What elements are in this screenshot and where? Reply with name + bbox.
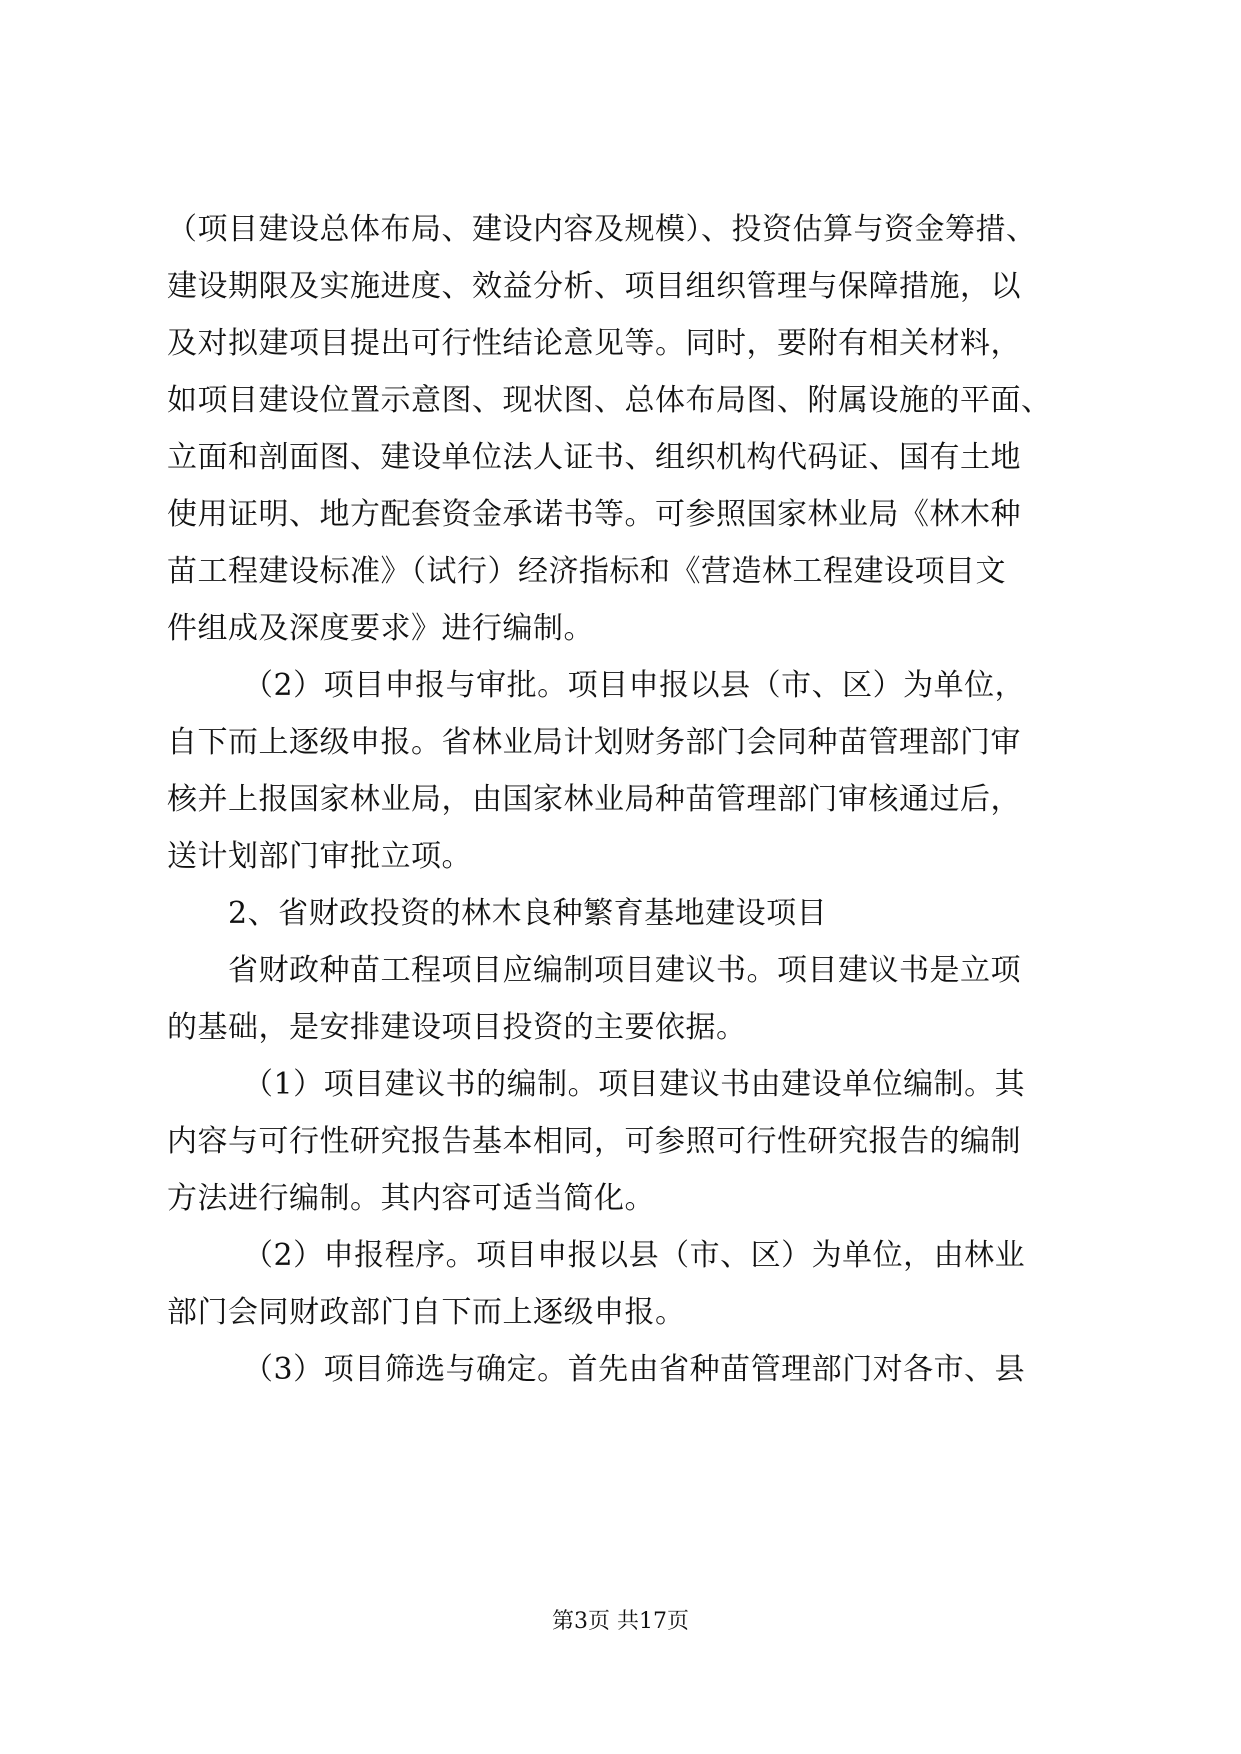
- text-line: 方法进行编制。其内容可适当简化。: [167, 1181, 655, 1216]
- paragraph-first-line: （2）申报程序。项目申报以县（市、区）为单位，由林业: [243, 1238, 1026, 1273]
- section-heading: 2、省财政投资的林木良种繁育基地建设项目: [228, 896, 828, 931]
- text-line: 及对拟建项目提出可行性结论意见等。同时，要附有相关材料，: [167, 326, 1021, 361]
- text-line: 苗工程建设标准》（试行）经济指标和《营造林工程建设项目文: [167, 554, 1006, 589]
- text-line: 部门会同财政部门自下而上逐级申报。: [167, 1295, 686, 1330]
- paragraph-first-line: （2）项目申报与审批。项目申报以县（市、区）为单位，: [243, 668, 1026, 703]
- text-line: 的基础，是安排建设项目投资的主要依据。: [167, 1010, 747, 1045]
- text-line: 立面和剖面图、建设单位法人证书、组织机构代码证、国有土地: [167, 440, 1021, 475]
- paragraph-first-line: （3）项目筛选与确定。首先由省种苗管理部门对各市、县: [243, 1352, 1026, 1387]
- text-line: 核并上报国家林业局，由国家林业局种苗管理部门审核通过后，: [167, 782, 1021, 817]
- text-line: 自下而上逐级申报。省林业局计划财务部门会同种苗管理部门审: [167, 725, 1021, 760]
- text-line: 如项目建设位置示意图、现状图、总体布局图、附属设施的平面、: [167, 383, 1052, 418]
- text-line: 使用证明、地方配套资金承诺书等。可参照国家林业局《林木种: [167, 497, 1021, 532]
- paragraph-first-line: （1）项目建议书的编制。项目建议书由建设单位编制。其: [243, 1067, 1026, 1102]
- text-line: （项目建设总体布局、建设内容及规模）、投资估算与资金筹措、: [167, 212, 1037, 247]
- paragraph-first-line: 省财政种苗工程项目应编制项目建议书。项目建议书是立项: [228, 953, 1021, 988]
- text-line: 送计划部门审批立项。: [167, 839, 472, 874]
- page-number-footer: 第3页 共17页: [552, 1609, 689, 1634]
- text-line: 建设期限及实施进度、效益分析、项目组织管理与保障措施，以: [167, 269, 1021, 304]
- text-line: 件组成及深度要求》进行编制。: [167, 611, 594, 646]
- text-line: 内容与可行性研究报告基本相同，可参照可行性研究报告的编制: [167, 1124, 1021, 1159]
